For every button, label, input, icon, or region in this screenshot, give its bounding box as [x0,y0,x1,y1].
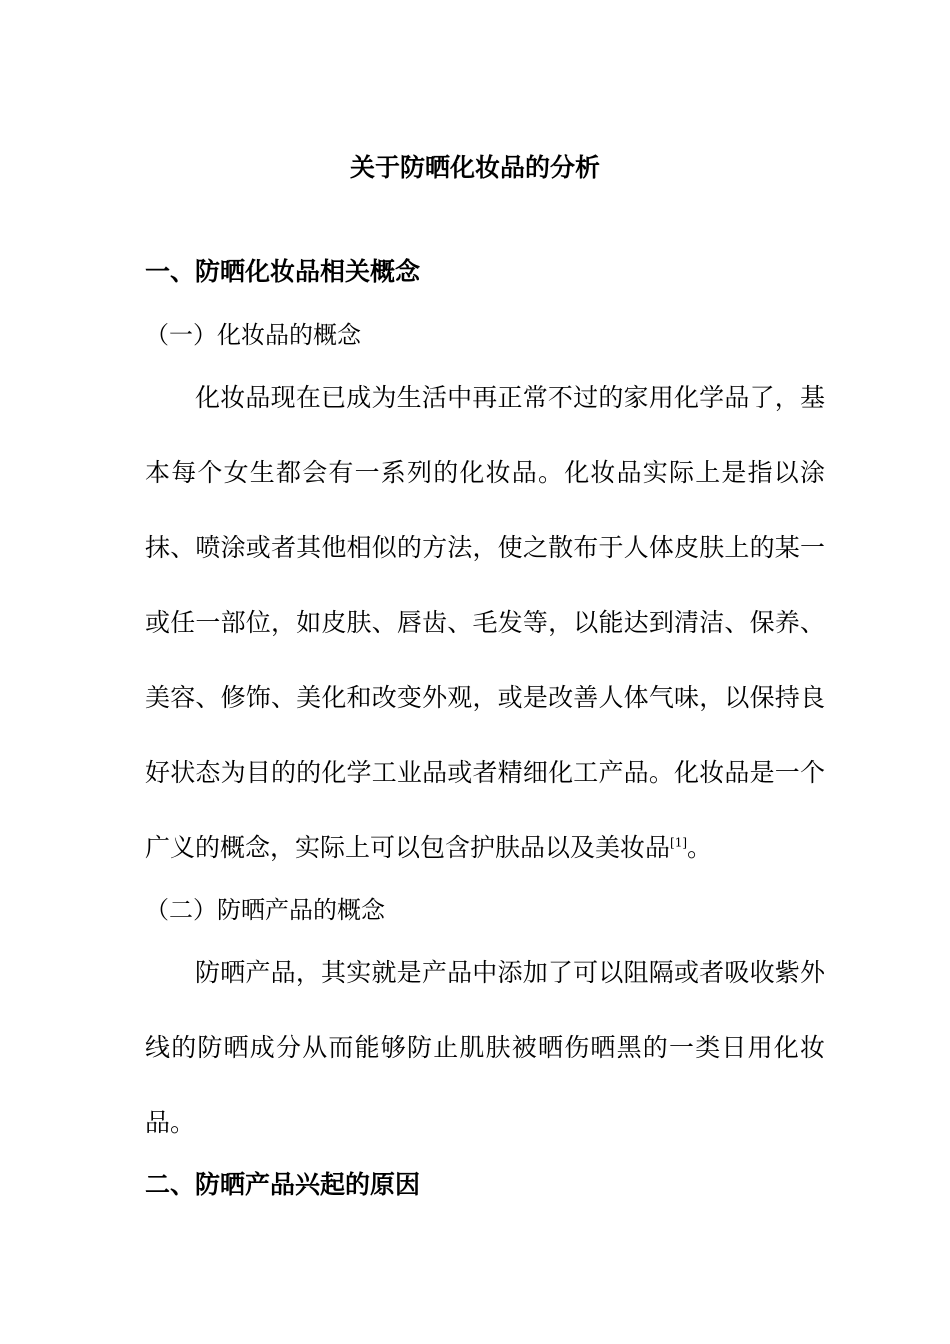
section-heading-2: 二、防晒产品兴起的原因 [145,1170,421,1199]
paragraph-text: 化妆品现在已成为生活中再正常不过的家用化学品了，基本每个女生都会有一系列的化妆品。化妆品实际上是指以涂抹、喷涂或者其他相似的方法，使之散布于人体皮肤上的某一或任一部位，如皮肤、唇齿、毛发等，以能达到清洁、保养、美容、修饰、美化和改变外观，或是改善人体气味，以保持良好状态为目的的化学工业品或者精细化工产品。化妆品是一个广义的概念，实际上可以包含护肤品以及美妆品 [145,383,825,862]
subsection-heading-1: （一）化妆品的概念 [145,321,361,349]
section-heading-1: 一、防晒化妆品相关概念 [145,257,421,286]
citation-marker: [1] [670,835,688,850]
paragraph-end: 。 [687,833,713,862]
document-title: 关于防晒化妆品的分析 [349,153,600,182]
subsection-heading-2: （二）防晒产品的概念 [145,896,385,924]
paragraph-cosmetics-concept [145,360,825,885]
paragraph-sunscreen-concept: 防晒产品，其实就是产品中添加了可以阻隔或者吸收紫外线的防晒成分从而能够防止肌肤被晒伤晒黑的一类日用化妆品。 [145,958,825,1137]
